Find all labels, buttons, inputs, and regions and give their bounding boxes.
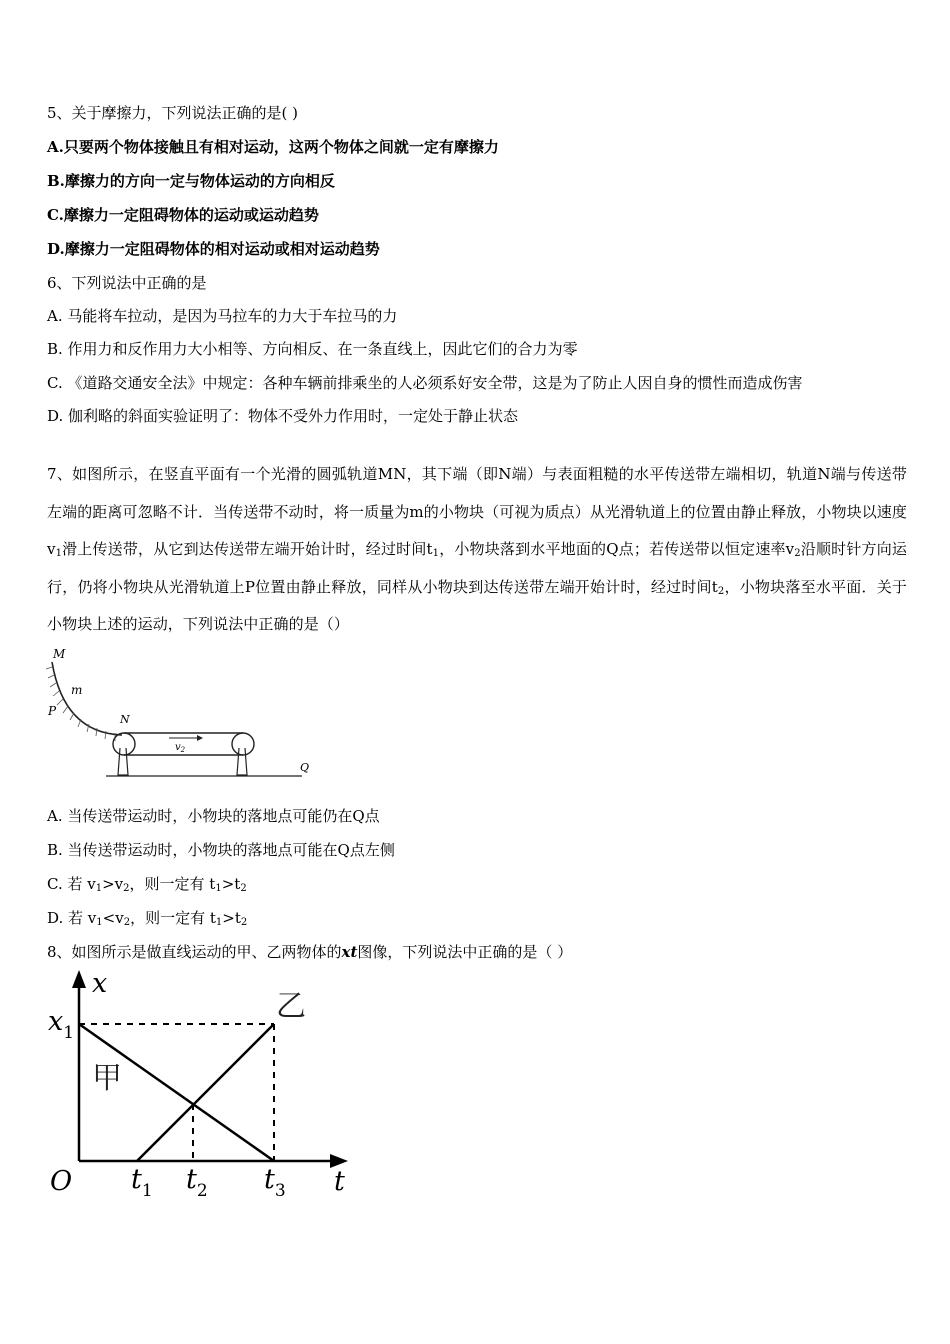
arc-track (52, 662, 122, 735)
left-pulley (113, 733, 135, 755)
label-origin: O (50, 1166, 73, 1197)
q7-stem: 7、如图所示，在竖直平面有一个光滑的圆弧轨道MN，其下端（即N端）与表面粗糙的水平传送带左端相切，轨道N端与传送带左端的距离可忽略不计．当传送带不动时，将一质量为m的小物块（可视为质点）从光滑轨道上的位置由静止释放，小物块以速度$v_1$滑上传送带，从它到达传送带左端开始计时，经过时间$t_1$，小物块落到水平地面的Q点；若传送带以恒定速率$v_2$沿顺时针方向运行，仍将小物块从光滑轨道上P位置由静止释放，同样从小物块到达传送带左端开始计时，经过时间$t_2$，小物块落至水平面．关于小物块上述的运动，下列说法中正确的是（） (47, 465, 908, 633)
q7-option-d: D. 若 $v_1<v_2$，则一定有 $t_1>t_2$ (47, 909, 248, 928)
q6-option-b: B. 作用力和反作用力大小相等、方向相反、在一条直线上，因此它们的合力为零 (47, 340, 578, 358)
label-P: P (48, 704, 57, 718)
y-axis-arrow (72, 970, 86, 988)
label-N: N (120, 713, 130, 726)
line-yi (137, 1024, 274, 1161)
q5-option-b: B.摩擦力的方向一定与物体运动的方向相反 (47, 172, 335, 190)
label-yi: 乙 (276, 989, 306, 1024)
q8-stem: 8、如图所示是做直线运动的甲、乙两物体的xt图像，下列说法中正确的是（ ） (47, 943, 573, 961)
q8-xt-graph (40, 968, 370, 1208)
q6-stem: 6、下列说法中正确的是 (47, 274, 207, 292)
q6-option-a: A. 马能将车拉动，是因为马拉车的力大于车拉马的力 (47, 307, 398, 325)
q6-option-c: C. 《道路交通安全法》中规定：各种车辆前排乘坐的人必须系好安全带，这是为了防止人因自身的惯性而造成伤害 (47, 374, 803, 392)
label-v2: $v_2$ (175, 742, 186, 754)
q7-option-b: B. 当传送带运动时，小物块的落地点可能在Q点左侧 (47, 841, 395, 859)
q5-option-c: C.摩擦力一定阻碍物体的运动或运动趋势 (47, 206, 319, 224)
q6-option-d: D. 伽利略的斜面实验证明了：物体不受外力作用时，一定处于静止状态 (47, 407, 519, 425)
label-M: M (53, 647, 66, 661)
q5-option-a: A.只要两个物体接触且有相对运动，这两个物体之间就一定有摩擦力 (47, 138, 499, 156)
q5-stem: 5、关于摩擦力，下列说法正确的是( ) (47, 104, 299, 122)
label-t2: $t_2$ (186, 1164, 208, 1201)
q7-figure (44, 645, 324, 785)
arrow-head (197, 735, 203, 741)
q7-option-a: A. 当传送带运动时，小物块的落地点可能仍在Q点 (47, 807, 380, 825)
q5-option-d: D.摩擦力一定阻碍物体的相对运动或相对运动趋势 (47, 240, 380, 258)
label-t3: $t_3$ (264, 1164, 286, 1201)
label-x1: $x_1$ (48, 1006, 75, 1043)
q7-option-c: C. 若 $v_1>v_2$，则一定有 $t_1>t_2$ (47, 875, 247, 894)
label-x-axis: t (334, 1166, 345, 1197)
label-t1: $t_1$ (131, 1164, 153, 1201)
label-m: m (71, 683, 83, 697)
label-Q: Q (300, 761, 310, 774)
label-y-axis: x (92, 968, 108, 999)
label-jia: 甲 (92, 1061, 122, 1096)
right-pulley (232, 733, 254, 755)
